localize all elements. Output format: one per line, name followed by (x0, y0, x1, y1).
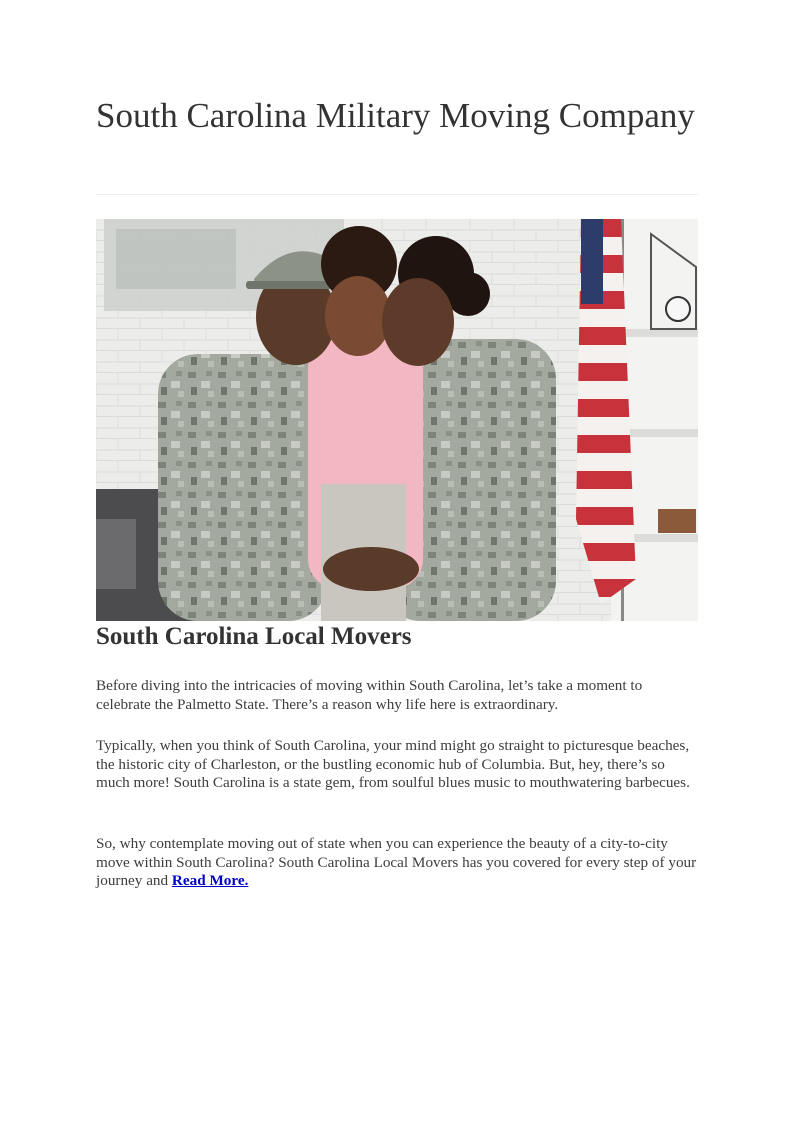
highlights-paragraph: Typically, when you think of South Carolina, your mind might go straight to picturesque beaches, the historic city of Charleston, or the bustling economic hub of Columbia. But, hey, there’s so much more! South Carolina is a state gem, from soulful blues music to mouthwatering barbecues. (96, 737, 690, 791)
section-heading: South Carolina Local Movers (96, 623, 412, 650)
hero-image-military-family (96, 219, 698, 621)
closing-paragraph-text: So, why contemplate moving out of state when you can experience the beauty of a city-to-city move within South Carolina? South Carolina Local Movers has you covered for every step of your journey and (96, 835, 697, 889)
intro-paragraph: Before diving into the intricacies of moving within South Carolina, let’s take a moment to celebrate the Palmetto State. There’s a reason why life here is extraordinary. (96, 677, 643, 713)
read-more-link[interactable]: Read More. (171, 872, 249, 889)
page-title: South Carolina Military Moving Company (96, 96, 695, 135)
closing-paragraph (96, 835, 698, 891)
title-divider (96, 194, 698, 195)
